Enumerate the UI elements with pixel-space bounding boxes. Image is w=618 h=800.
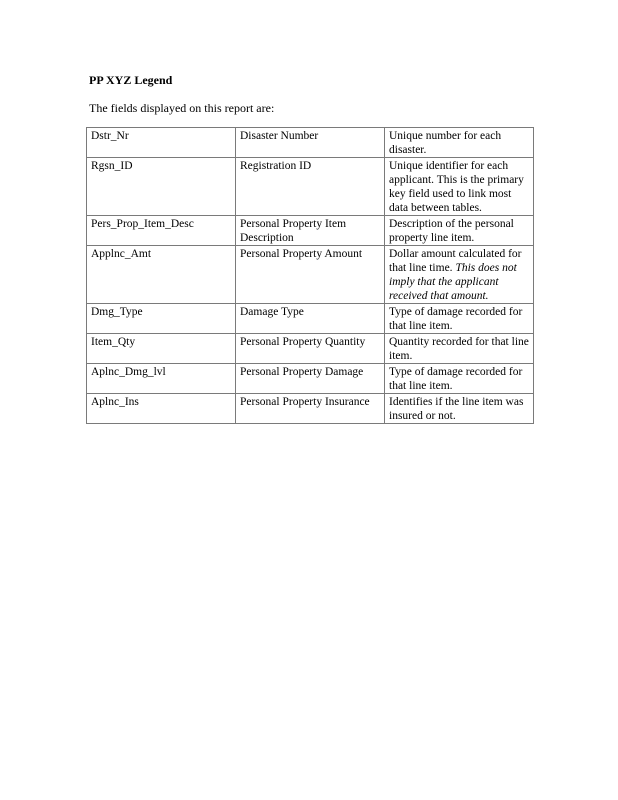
field-code: Aplnc_Ins bbox=[87, 394, 236, 424]
field-description bbox=[385, 304, 534, 334]
intro-text: The fields displayed on this report are: bbox=[89, 101, 275, 115]
description-note: This does not imply that the applicant received that amount. bbox=[389, 262, 517, 302]
field-code: Applnc_Amt bbox=[87, 246, 236, 304]
description-text: Unique number for each disaster. bbox=[389, 130, 502, 156]
description-text: Description of the personal property line item. bbox=[389, 218, 514, 244]
field-code: Aplnc_Dmg_lvl bbox=[87, 364, 236, 394]
field-code: Rgsn_ID bbox=[87, 158, 236, 216]
field-code: Pers_Prop_Item_Desc bbox=[87, 216, 236, 246]
field-description bbox=[385, 246, 534, 304]
description-text: Identifies if the line item was insured or not. bbox=[389, 396, 524, 422]
field-name: Disaster Number bbox=[236, 128, 385, 158]
field-name: Registration ID bbox=[236, 158, 385, 216]
description-text: Quantity recorded for that line item. bbox=[389, 336, 529, 362]
field-code: Item_Qty bbox=[87, 334, 236, 364]
field-name: Damage Type bbox=[236, 304, 385, 334]
table-row bbox=[87, 158, 534, 216]
description-text: Dollar amount calculated for that line time. bbox=[389, 248, 522, 274]
field-code: Dmg_Type bbox=[87, 304, 236, 334]
field-name: Personal Property Item Description bbox=[236, 216, 385, 246]
field-description bbox=[385, 394, 534, 424]
field-description bbox=[385, 216, 534, 246]
table-row bbox=[87, 128, 534, 158]
field-name: Personal Property Amount bbox=[236, 246, 385, 304]
field-name: Personal Property Insurance bbox=[236, 394, 385, 424]
field-description bbox=[385, 364, 534, 394]
field-code: Dstr_Nr bbox=[87, 128, 236, 158]
table-row bbox=[87, 394, 534, 424]
field-description bbox=[385, 334, 534, 364]
table-row bbox=[87, 304, 534, 334]
table-row bbox=[87, 364, 534, 394]
table-row bbox=[87, 246, 534, 304]
description-text: Type of damage recorded for that line item. bbox=[389, 366, 523, 392]
field-description bbox=[385, 128, 534, 158]
legend-table bbox=[86, 127, 534, 424]
field-name: Personal Property Quantity bbox=[236, 334, 385, 364]
field-name: Personal Property Damage bbox=[236, 364, 385, 394]
description-text: Type of damage recorded for that line item. bbox=[389, 306, 523, 332]
page-title: PP XYZ Legend bbox=[89, 73, 173, 87]
field-description bbox=[385, 158, 534, 216]
table-row bbox=[87, 216, 534, 246]
description-text: Unique identifier for each applicant. This is the primary key field used to link most data between tables. bbox=[389, 160, 524, 214]
table-row bbox=[87, 334, 534, 364]
